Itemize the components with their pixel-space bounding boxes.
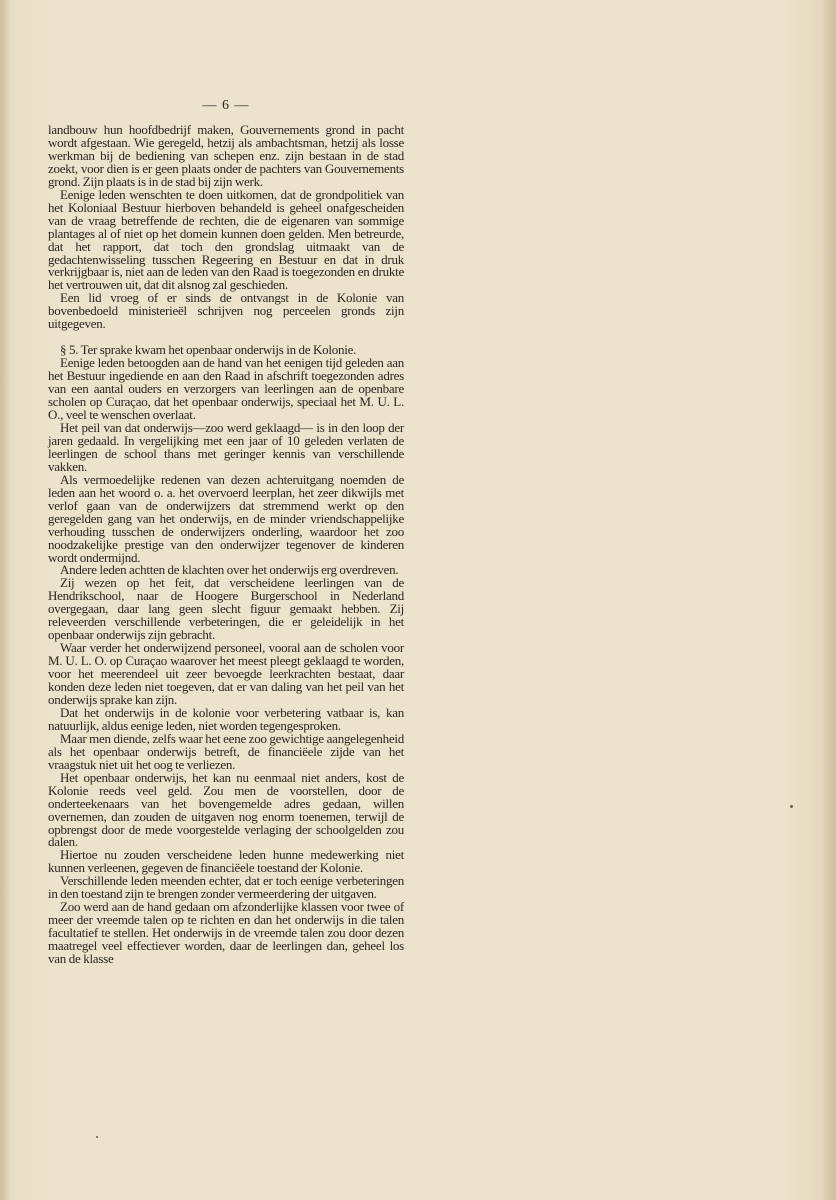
paragraph: Zoo werd aan de hand gedaan om afzonderlijke klassen voor twee of meer der vreemde talen op te richten en dan het onderwijs in die talen facultatief te stellen. Het onderwijs in de vreemde talen zou door dezen maatregel veel effectiever worden, daar de leerlingen dan, geheel los van de klasse <box>48 899 404 967</box>
section-heading-paragraph: § 5. Ter sprake kwam het openbaar onderwijs in de Kolonie. <box>60 342 357 358</box>
paragraph: landbouw hun hoofdbedrijf maken, Gouvernements grond in pacht wordt afgestaan. Wie geregeld, hetzij als ambachtsman, hetzij als losse werkman bij de bediening van schepen enz. zijn bestaan in de stad zoekt, voor dien is er geen plaats onder de pachters van Gouvernements grond. Zijn plaats is in de stad bij zijn werk. <box>48 122 404 189</box>
paragraph: Waar verder het onderwijzend personeel, vooral aan de scholen voor M. U. L. O. op Curaçao waarover het meest pleegt geklaagd te worden, voor het meerendeel uit zeer bevoegde leerkrachten bestaat, daar konden deze leden niet toegeven, dat er van daling van het peil van het onderwijs sprake kan zijn. <box>48 640 404 707</box>
paragraph: Maar men diende, zelfs waar het eene zoo gewichtige aangelegenheid als het openbaar onderwijs betreft, de financiëele zijde van het vraagstuk niet uit het oog te verliezen. <box>48 730 404 772</box>
body-text <box>48 124 404 966</box>
page-edge-shadow-right <box>822 0 836 1200</box>
paragraph: Het openbaar onderwijs, het kan nu eenmaal niet anders, kost de Kolonie reeds veel geld. Zou men de voorstellen, door de onderteekenaars van het bovengemelde adres gedaan, willen overnemen, dan zouden de uitgaven nog enorm toenemen, terwijl de opbrengst door de mede voorgestelde verlaging der schoolgelden zou dalen. <box>48 769 404 850</box>
paragraph: Het peil van dat onderwijs—zoo werd geklaagd— is in den loop der jaren gedaald. In vergelijking met een jaar of 10 geleden verlaten de leerlingen de school thans met geringer kennis van verschillende vakken. <box>48 419 404 474</box>
page-edge-shadow-left <box>0 0 10 1200</box>
paper-speck <box>790 805 793 808</box>
paragraph: Als vermoedelijke redenen van dezen achteruitgang noemden de leden aan het woord o. a. het overvoerd leerplan, het zeer dikwijls met verlof gaan van de onderwijzers dat stremmend werkt op den geregelden gang van het onderwijs, en de minder vriendschappelijke verhouding tusschen de onderwijzers onderling, waardoor het zoo noodzakelijke prestige van den onderwijzer tegenover de kinderen wordt ondermijnd. <box>48 471 404 565</box>
paragraph: Eenige leden betoogden aan de hand van het eenigen tijd geleden aan het Bestuur ingediende en aan den Raad in afschrift toegezonden adres van een aantal ouders en verzorgers van leerlingen aan de openbare scholen op Curaçao, dat het openbaar onderwijs, speciaal het M. U. L. O., veel te wenschen overlaat. <box>48 355 404 423</box>
paragraph: Een lid vroeg of er sinds de ontvangst in de Kolonie van bovenbedoeld ministerieël schrijven nog perceelen gronds zijn uitgegeven. <box>48 290 404 332</box>
page-number: — 6 — <box>202 98 250 113</box>
paragraph: Andere leden achtten de klachten over het onderwijs erg overdreven. <box>60 562 399 578</box>
paragraph: Zij wezen op het feit, dat verscheidene leerlingen van de Hendrikschool, naar de Hoogere Burgerschool in Nederland overgegaan, daar lang geen slecht figuur gemaakt hebben. Zij releveerden verschillende verbeteringen, die er geleidelijk in het openbaar onderwijs zijn gebracht. <box>48 575 404 643</box>
paragraph: Dat het onderwijs in de kolonie voor verbetering vatbaar is, kan natuurlijk, aldus eenige leden, niet worden tegengesproken. <box>48 704 404 733</box>
paragraph: Eenige leden wenschten te doen uitkomen, dat de grondpolitiek van het Koloniaal Bestuur hierboven behandeld is geheel onafgescheiden van de vraag betreffende de rechten, die de eigenaren van sommige plantages al of niet op het domein kunnen doen gelden. Men betreurde, dat het rapport, dat toch den grondslag uitmaakt van de gedachtenwisseling tusschen Regeering en Bestuur en dat in druk verkrijgbaar is, niet aan de leden van den Raad is toegezonden en drukte het vertrouwen uit, dat dit alsnog zal geschieden. <box>48 186 404 293</box>
paper-speck <box>96 1136 98 1138</box>
paragraph: Hiertoe nu zouden verscheidene leden hunne medewerking niet kunnen verleenen, gegeven de financiëele toestand der Kolonie. <box>48 847 404 876</box>
paragraph: Verschillende leden meenden echter, dat er toch eenige verbeteringen in den toestand zijn te brengen zonder vermeerdering der uitgaven. <box>48 873 404 902</box>
